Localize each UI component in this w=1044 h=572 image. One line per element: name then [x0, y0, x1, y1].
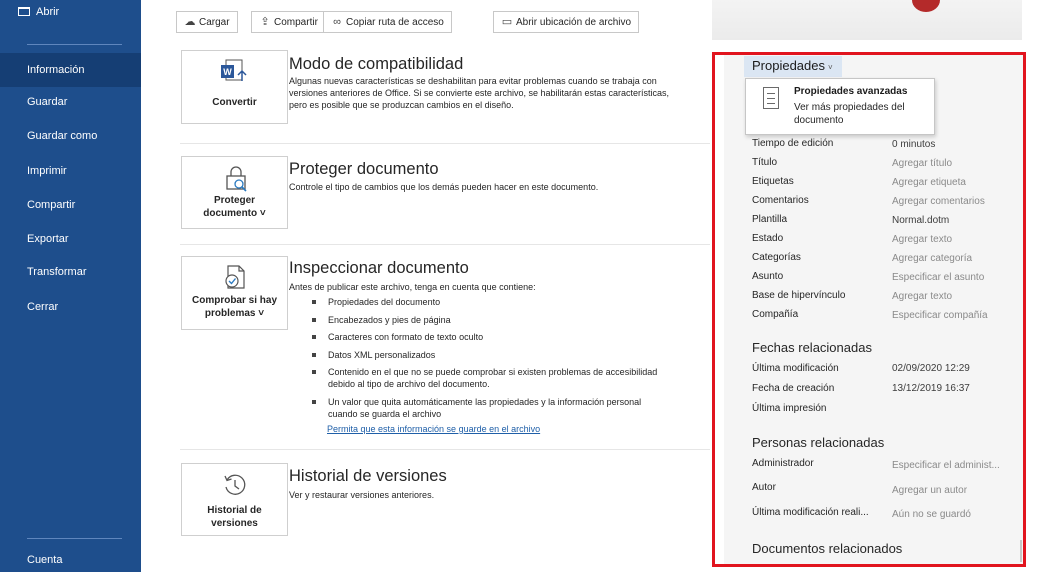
property-label: Categorías [752, 252, 801, 263]
compat-description: Algunas nuevas características se deshabilitan para evitar problemas cuando se trabaja con versiones anteriores de Office. Si se convierte este archivo, se habilitarán estas características, pero es posible que se produzcan cambios en el diseño. [289, 76, 670, 110]
convert-button[interactable] [181, 50, 288, 124]
lock-search-icon [222, 164, 250, 194]
property-value: Normal.dotm [892, 215, 950, 226]
sidebar-item-label: Compartir [27, 199, 76, 211]
share-icon: ⇪ [260, 16, 270, 28]
check-issues-label-line2: problemas ˅ [204, 308, 265, 319]
property-label: Administrador [752, 458, 814, 469]
copy-path-button[interactable] [323, 11, 452, 33]
svg-text:W: W [223, 67, 232, 77]
folder-icon [18, 7, 30, 16]
sidebar-item-label: Transformar [27, 266, 87, 278]
inspect-bullet-list [311, 296, 691, 425]
property-label: Asunto [752, 271, 784, 282]
sidebar-item-label: Imprimir [27, 165, 67, 177]
inspect-description: Antes de publicar este archivo, tenga en cuenta que contiene: [289, 282, 536, 292]
upload-label: Cargar [199, 17, 230, 28]
property-label: Plantilla [752, 214, 788, 225]
sidebar-item-save-as[interactable] [0, 119, 141, 153]
sidebar-item-label: Guardar [27, 96, 68, 108]
section-divider [180, 449, 710, 450]
property-label: Estado [752, 233, 784, 244]
property-value-field[interactable]: Especificar el administ... [892, 460, 1000, 471]
scrollbar[interactable] [1020, 540, 1022, 562]
property-label: Fecha de creación [752, 383, 835, 394]
property-label: Base de hipervínculo [752, 290, 846, 301]
properties-dropdown[interactable] [744, 56, 842, 77]
advanced-properties-menu-item[interactable] [745, 78, 935, 135]
sidebar-item-label: Información [27, 64, 85, 76]
protect-description: Controle el tipo de cambios que los demás pueden hacer en este documento. [289, 182, 599, 192]
sidebar-item-transform[interactable] [0, 255, 141, 289]
chevron-down-icon: ˅ [828, 63, 833, 72]
sidebar-item-share[interactable] [0, 188, 141, 222]
backstage-sidebar [0, 0, 141, 572]
header-decoration [712, 0, 1022, 40]
word-convert-icon [220, 59, 250, 85]
check-issues-label-line1: Comprobar si hay [191, 295, 278, 306]
sidebar-item-label: Guardar como [27, 130, 98, 142]
property-label: Última modificación [752, 363, 839, 374]
related-people-heading: Personas relacionadas [752, 435, 885, 450]
share-button[interactable] [251, 11, 326, 33]
sidebar-item-label: Cuenta [27, 554, 63, 566]
sidebar-item-open[interactable] [0, 2, 141, 22]
open-location-button[interactable] [493, 11, 639, 33]
sidebar-item-print[interactable] [0, 154, 141, 188]
advanced-properties-description: Ver más propiedades del documento [794, 102, 905, 126]
convert-label: Convertir [212, 97, 257, 108]
properties-label: Propiedades [752, 58, 825, 73]
property-label: Compañía [752, 309, 799, 320]
sidebar-item-info[interactable] [0, 53, 141, 87]
inspect-title: Inspeccionar documento [289, 259, 469, 277]
sidebar-divider [27, 44, 122, 45]
upload-button[interactable] [176, 11, 238, 33]
sidebar-divider [27, 538, 122, 539]
list-item: Contenido en el que no se puede comprobar si existen problemas de accesibilidad debido al tipo de archivo del documento. [311, 366, 661, 390]
property-value-field[interactable]: Agregar texto [892, 291, 953, 302]
history-icon [222, 472, 248, 498]
property-label: Última modificación reali... [752, 507, 869, 518]
property-label: Autor [752, 482, 776, 493]
advanced-properties-title: Propiedades avanzadas [794, 86, 908, 97]
property-value: 13/12/2019 16:37 [892, 383, 970, 394]
property-value-field[interactable]: Agregar comentarios [892, 196, 985, 207]
property-value: Aún no se guardó [892, 509, 971, 520]
open-location-label: Abrir ubicación de archivo [516, 17, 632, 28]
version-history-label-line2: versiones [211, 518, 258, 529]
property-value-field[interactable]: Agregar etiqueta [892, 177, 966, 188]
inspect-document-icon [222, 264, 248, 292]
versions-title: Historial de versiones [289, 467, 447, 485]
protect-document-button[interactable] [181, 156, 288, 229]
list-item: Caracteres con formato de texto oculto [311, 331, 691, 343]
sidebar-item-export[interactable] [0, 222, 141, 256]
sidebar-item-label: Cerrar [27, 301, 59, 313]
folder-open-icon: ▭ [501, 16, 513, 28]
versions-description: Ver y restaurar versiones anteriores. [289, 490, 435, 500]
version-history-button[interactable] [181, 463, 288, 536]
property-value-field[interactable]: Especificar el asunto [892, 272, 985, 283]
related-dates-heading: Fechas relacionadas [752, 340, 872, 355]
compat-title: Modo de compatibilidad [289, 55, 464, 73]
protect-title: Proteger documento [289, 160, 439, 178]
related-documents-heading: Documentos relacionados [752, 541, 903, 556]
property-value-field[interactable]: Especificar compañía [892, 310, 988, 321]
section-divider [180, 143, 710, 144]
list-item: Encabezados y pies de página [311, 314, 691, 326]
protect-label-line2: documento ˅ [203, 208, 266, 219]
property-label: Tiempo de edición [752, 138, 834, 149]
link-icon: ∞ [333, 16, 341, 28]
property-label: Última impresión [752, 403, 827, 414]
property-value-field[interactable]: Agregar texto [892, 234, 953, 245]
sidebar-item-label: Exportar [27, 233, 69, 245]
list-item: Datos XML personalizados [311, 349, 691, 361]
share-label: Compartir [274, 17, 318, 28]
list-item: Un valor que quita automáticamente las propiedades y la información personal cuando se guarda el archivo [311, 396, 661, 420]
sidebar-item-label: Abrir [36, 6, 60, 18]
allow-info-link[interactable]: Permita que esta información se guarde en el archivo [327, 424, 541, 434]
property-label: Etiquetas [752, 176, 794, 187]
decoration-shape [912, 0, 940, 12]
check-issues-button[interactable] [181, 256, 288, 330]
property-value: 0 minutos [892, 139, 936, 150]
sidebar-item-account[interactable] [0, 548, 141, 572]
list-item: Propiedades del documento [311, 296, 691, 308]
property-label: Título [752, 157, 778, 168]
sidebar-item-save[interactable] [0, 85, 141, 119]
protect-label-line1: Proteger [213, 195, 256, 206]
properties-list-icon [763, 87, 779, 109]
property-label: Comentarios [752, 195, 809, 206]
property-value-field[interactable]: Agregar un autor [892, 485, 968, 496]
property-value-field[interactable]: Agregar título [892, 158, 953, 169]
section-divider [180, 244, 710, 245]
cloud-upload-icon: ☁ [184, 16, 196, 28]
copy-path-label: Copiar ruta de acceso [346, 17, 444, 28]
sidebar-item-close[interactable] [0, 290, 141, 324]
property-value: 02/09/2020 12:29 [892, 363, 970, 374]
property-value-field[interactable]: Agregar categoría [892, 253, 973, 264]
version-history-label-line1: Historial de [207, 505, 262, 516]
